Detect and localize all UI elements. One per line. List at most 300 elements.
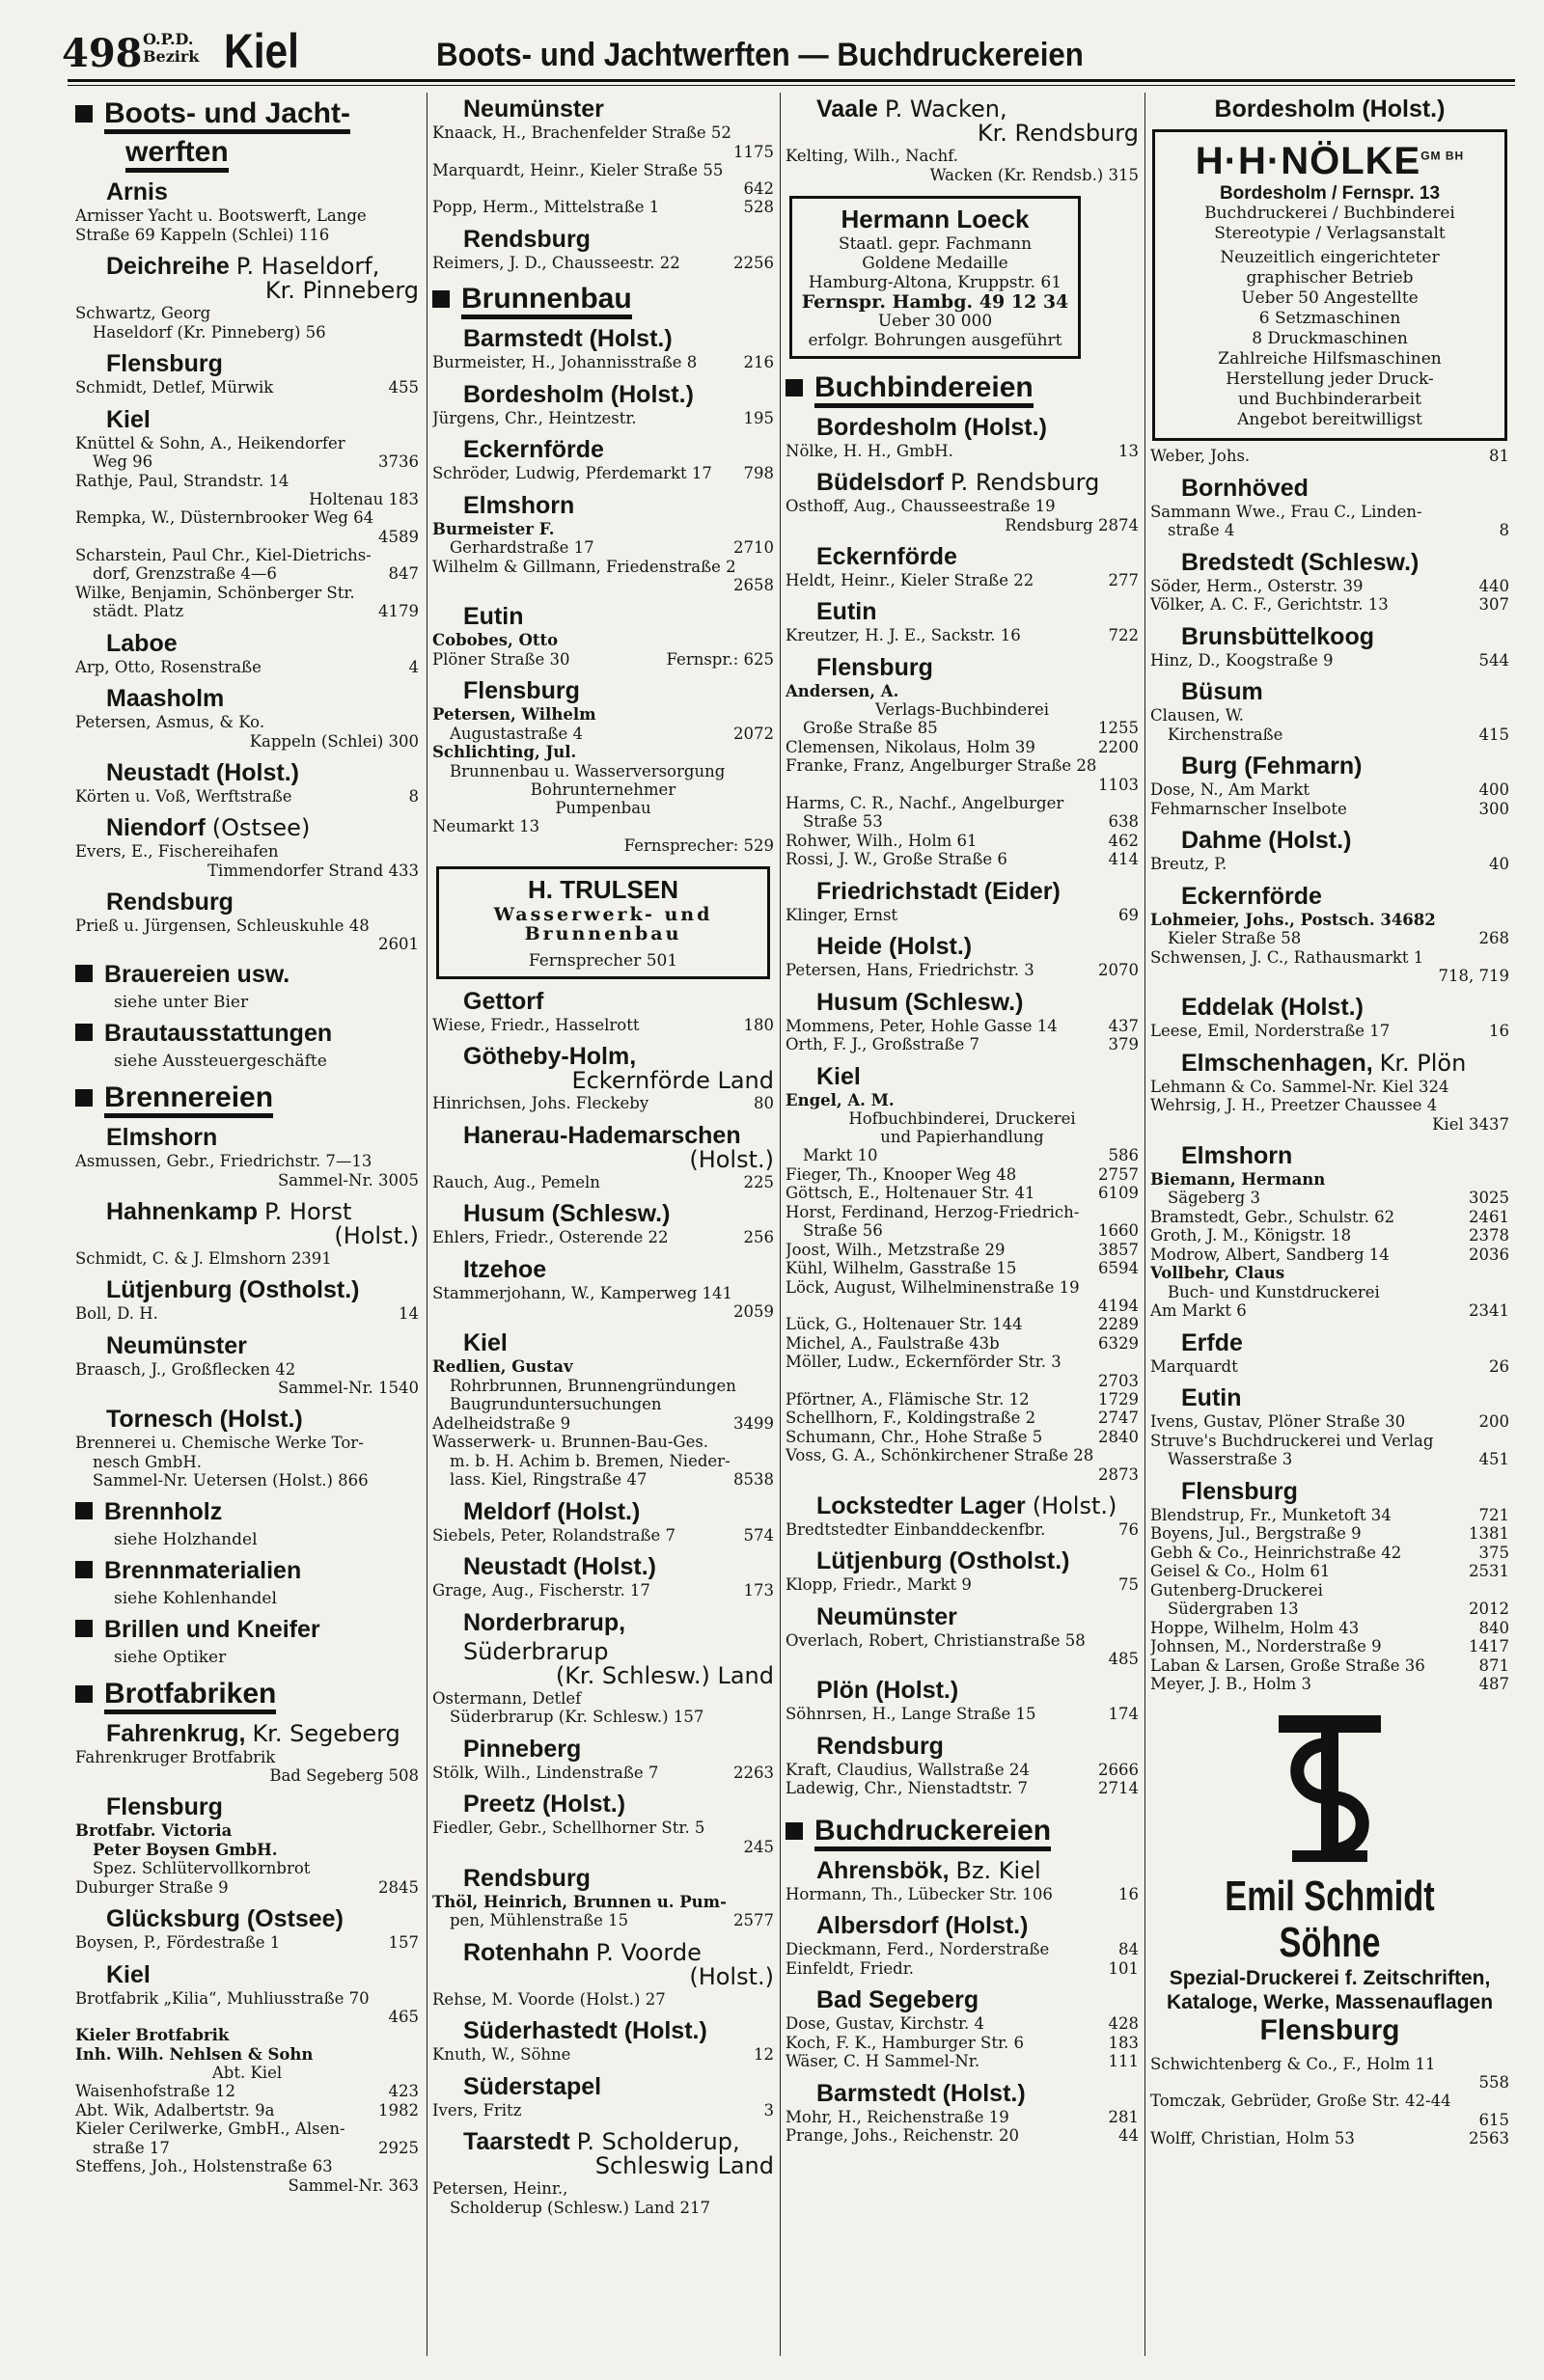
list-item: Breutz, P. 40 bbox=[1150, 855, 1509, 873]
ad-line: Herstellung jeder Druck- bbox=[1226, 369, 1434, 389]
list-item: Harms, C. R., Nachf., Angelburger bbox=[786, 793, 1064, 812]
section-bullet-icon bbox=[75, 1024, 93, 1041]
see-reference: siehe unter Bier bbox=[114, 993, 249, 1012]
section-heading: Brillen und Kneifer bbox=[75, 1616, 419, 1644]
city-region: Kr. Rendsburg bbox=[977, 120, 1139, 147]
city-heading: Erfde bbox=[1181, 1328, 1243, 1356]
list-item: Burmeister F. bbox=[432, 519, 555, 538]
list-item: Löck, August, Wilhelminenstraße 19 bbox=[786, 1277, 1080, 1297]
ad-line: Angebot bereitwilligst bbox=[1237, 410, 1422, 429]
list-item: Boyens, Jul., Bergstraße 9 1381 bbox=[1150, 1524, 1509, 1543]
city-region: Schleswig Land bbox=[594, 2152, 774, 2179]
list-item: Vollbehr, Claus bbox=[1150, 1264, 1285, 1282]
phone-number: 1175 bbox=[733, 142, 774, 161]
city-heading: Kiel bbox=[816, 1062, 861, 1090]
advertisement-nolke bbox=[1152, 129, 1507, 441]
city-heading: Bordesholm (Holst.) bbox=[463, 380, 694, 408]
list-item: Baugrunduntersuchungen bbox=[450, 1395, 662, 1413]
list-item: Hinz, D., Koogstraße 9 544 bbox=[1150, 650, 1509, 670]
list-item: Tomczak, Gebrüder, Große Str. 42-44 bbox=[1150, 2092, 1451, 2110]
list-item: Clemensen, Nikolaus, Holm 39 2200 bbox=[786, 737, 1139, 756]
page-title: Boots- und Jachtwerften — Buchdruckereien bbox=[436, 37, 1084, 73]
city-heading: Neustadt (Holst.) bbox=[106, 758, 299, 786]
city-heading: Barmstedt (Holst.) bbox=[816, 2079, 1026, 2107]
city-region: (Holst.) bbox=[689, 1962, 774, 1990]
list-item: Gerhardstraße 17 2710 bbox=[450, 538, 774, 557]
city-heading: Barmstedt (Holst.) bbox=[463, 325, 673, 352]
list-item: Siebels, Peter, Rolandstraße 7 574 bbox=[432, 1525, 774, 1545]
ad-line: graphischer Betrieb bbox=[1246, 268, 1414, 287]
header-rule bbox=[68, 79, 1515, 82]
list-item: Marquardt, Heinr., Kieler Straße 55 bbox=[432, 160, 724, 179]
list-item: Overlach, Robert, Christianstraße 58 bbox=[786, 1630, 1086, 1650]
section-bullet-icon bbox=[786, 1822, 803, 1840]
list-item: Biemann, Hermann bbox=[1150, 1169, 1326, 1189]
list-item: Schwensen, J. C., Rathausmarkt 1 bbox=[1150, 947, 1424, 967]
list-item: Plöner Straße 30 Fernspr.: 625 bbox=[432, 649, 774, 669]
list-item: Hofbuchbinderei, Druckerei bbox=[848, 1109, 1076, 1128]
list-item: Marquardt 26 bbox=[1150, 1356, 1509, 1376]
phone-number: Sammel-Nr. 1540 bbox=[277, 1379, 419, 1397]
ad-line: 8 Druckmaschinen bbox=[1252, 329, 1408, 348]
ad-line: Bordesholm / Fernspr. 13 bbox=[1219, 183, 1441, 204]
emil-schmidt-logo-icon bbox=[1257, 1706, 1402, 1870]
section-bullet-icon bbox=[75, 1502, 93, 1519]
list-item: Hinrichsen, Johs. Fleckeby 80 bbox=[432, 1094, 774, 1112]
list-item: Evers, E., Fischereihafen bbox=[75, 842, 279, 861]
list-item: Sammann Wwe., Frau C., Linden- bbox=[1150, 502, 1422, 521]
ad-city: Flensburg bbox=[1259, 2013, 1400, 2046]
list-item: Grage, Aug., Fischerstr. 17 173 bbox=[432, 1581, 774, 1600]
list-item: Schwichtenberg & Co., F., Holm 11 bbox=[1150, 2054, 1436, 2073]
phone-number: 615 bbox=[1478, 2110, 1509, 2129]
city-heading: Flensburg bbox=[463, 677, 580, 704]
city-heading: Neumünster bbox=[816, 1602, 957, 1630]
list-item: Rohwer, Wilh., Holm 61 462 bbox=[786, 831, 1139, 850]
list-item: Schmidt, C. & J. Elmshorn 2391 bbox=[75, 1248, 332, 1268]
list-item: Schwartz, Georg bbox=[75, 304, 211, 322]
city-heading: Friedrichstadt (Eider) bbox=[816, 877, 1061, 905]
city-heading: Lütjenburg (Ostholst.) bbox=[106, 1276, 360, 1303]
list-item: Markt 10 586 bbox=[803, 1146, 1139, 1164]
page-header bbox=[50, 23, 1509, 83]
phone-number: 2601 bbox=[378, 935, 419, 953]
list-item: Lück, G., Holtenauer Str. 144 2289 bbox=[786, 1315, 1139, 1333]
phone-number: 2658 bbox=[733, 576, 774, 594]
city-heading: Dahme (Holst.) bbox=[1181, 827, 1352, 854]
list-item: Stölk, Wilh., Lindenstraße 7 2263 bbox=[432, 1763, 774, 1782]
list-item: Arnisser Yacht u. Bootswerft, Lange bbox=[75, 206, 367, 225]
list-item: Bramstedt, Gebr., Schulstr. 62 2461 bbox=[1150, 1207, 1509, 1226]
city-heading: Götheby-Holm, bbox=[463, 1043, 637, 1070]
list-item: Prieß u. Jürgensen, Schleuskuhle 48 bbox=[75, 916, 370, 935]
list-item: Knaack, H., Brachenfelder Straße 52 bbox=[432, 123, 731, 142]
list-item: Voss, G. A., Schönkirchener Straße 28 bbox=[786, 1446, 1094, 1464]
ad-line: Spezial-Druckerei f. Zeitschriften, bbox=[1169, 1966, 1491, 1989]
section-bullet-icon bbox=[75, 1620, 93, 1637]
list-item: Michel, A., Faulstraße 43b 6329 bbox=[786, 1333, 1139, 1353]
list-item: Adelheidstraße 9 3499 bbox=[432, 1413, 774, 1433]
list-item: Wäser, C. H Sammel-Nr. 111 bbox=[786, 2052, 1139, 2070]
city-heading: Neustadt (Holst.) bbox=[463, 1553, 656, 1580]
list-item: Dieckmann, Ferd., Norderstraße 84 bbox=[786, 1940, 1139, 1958]
city-heading: Niendorf (Ostsee) bbox=[106, 814, 311, 841]
page-number: 498 bbox=[62, 31, 143, 76]
phone-number: 4589 bbox=[378, 527, 419, 546]
list-item: Wolff, Christian, Holm 53 2563 bbox=[1150, 2128, 1509, 2147]
list-item: Ivens, Gustav, Plöner Straße 30 200 bbox=[1150, 1412, 1509, 1431]
list-item: Körten u. Voß, Werftstraße 8 bbox=[75, 786, 419, 806]
section-heading: Brennholz bbox=[75, 1498, 419, 1526]
list-item: Kraft, Claudius, Wallstraße 24 2666 bbox=[786, 1760, 1139, 1779]
city-heading: Rendsburg bbox=[463, 225, 591, 253]
city-heading: Rotenhahn P. Voorde bbox=[463, 1938, 702, 1966]
city-heading: Bad Segeberg bbox=[816, 1986, 979, 2013]
list-item: m. b. H. Achim b. Bremen, Nieder- bbox=[450, 1451, 731, 1470]
list-item: Kieler Cerilwerke, GmbH., Alsen- bbox=[75, 2120, 345, 2138]
city-heading: Büdelsdorf P. Rendsburg bbox=[816, 469, 1100, 496]
city-heading: Flensburg bbox=[816, 653, 933, 681]
city-heading: Neumünster bbox=[463, 96, 604, 123]
city-heading: Bornhöved bbox=[1181, 474, 1309, 502]
list-item: Hoppe, Wilhelm, Holm 43 840 bbox=[1150, 1618, 1509, 1637]
list-item: Verlags-Buchbinderei bbox=[874, 700, 1050, 719]
city-heading: Brunsbüttelkoog bbox=[1181, 622, 1374, 650]
section-heading: Brennmaterialien bbox=[75, 1557, 419, 1585]
list-item: Rathje, Paul, Strandstr. 14 bbox=[75, 471, 290, 490]
section-heading: Brotfabriken bbox=[75, 1677, 419, 1711]
city-heading: Elmschenhagen, Kr. Plön bbox=[1181, 1049, 1467, 1077]
list-item: Orth, F. J., Großstraße 7 379 bbox=[786, 1035, 1139, 1053]
city-heading: Glücksburg (Ostsee) bbox=[106, 1905, 344, 1932]
phone-number: Wacken (Kr. Rendsb.) 315 bbox=[929, 165, 1139, 184]
list-item: Völker, A. C. F., Gerichtstr. 13 307 bbox=[1150, 595, 1509, 614]
advertisement-trulsen bbox=[436, 866, 770, 979]
phone-number: Fernsprecher: 529 bbox=[623, 835, 774, 855]
city-heading: Kiel bbox=[463, 1329, 508, 1356]
list-item: Wehrsig, J. H., Preetzer Chaussee 4 bbox=[1150, 1096, 1438, 1114]
section-bullet-icon bbox=[75, 965, 93, 982]
list-item: dorf, Grenzstraße 4—6 847 bbox=[93, 564, 419, 583]
list-item: Göttsch, E., Holtenauer Str. 41 6109 bbox=[786, 1184, 1139, 1202]
city-heading: Lockstedter Lager (Holst.) bbox=[816, 1491, 1117, 1519]
city-heading: Hahnenkamp P. Horst bbox=[106, 1197, 352, 1225]
city-heading: Elmshorn bbox=[1181, 1141, 1293, 1169]
list-item: Wilhelm & Gillmann, Friedenstraße 2 bbox=[432, 557, 736, 576]
list-item: Wasserwerk- u. Brunnen-Bau-Ges. bbox=[432, 1433, 709, 1451]
section-bullet-icon bbox=[432, 290, 450, 308]
list-item: Struve's Buchdruckerei und Verlag bbox=[1150, 1431, 1434, 1450]
city-heading: Neumünster bbox=[106, 1331, 247, 1359]
city-heading: Albersdorf (Holst.) bbox=[816, 1912, 1029, 1939]
list-item: Wilke, Benjamin, Schönberger Str. bbox=[75, 583, 355, 602]
city-heading: Tornesch (Holst.) bbox=[106, 1406, 303, 1433]
list-item: Heldt, Heinr., Kieler Straße 22 277 bbox=[786, 570, 1139, 589]
city-heading: Taarstedt P. Scholderup, bbox=[463, 2128, 740, 2155]
list-item: Modrow, Albert, Sandberg 14 2036 bbox=[1150, 1245, 1509, 1264]
list-item: Dose, Gustav, Kirchstr. 4 428 bbox=[786, 2014, 1139, 2033]
list-item: lass. Kiel, Ringstraße 47 8538 bbox=[450, 1470, 774, 1489]
city-heading: Kiel bbox=[106, 1960, 151, 1988]
city-heading: Rendsburg bbox=[463, 1864, 591, 1892]
list-item: Petersen, Wilhelm bbox=[432, 705, 596, 724]
list-item: Buch- und Kunstdruckerei bbox=[1168, 1282, 1380, 1301]
list-item: nesch GmbH. bbox=[93, 1452, 202, 1471]
list-item: Schumann, Chr., Hohe Straße 5 2840 bbox=[786, 1427, 1139, 1446]
list-item: Petersen, Heinr., bbox=[432, 2179, 568, 2198]
phone-number: Timmendorfer Strand 433 bbox=[207, 861, 419, 880]
list-item: pen, Mühlenstraße 15 2577 bbox=[450, 1911, 774, 1929]
city-heading: Lütjenburg (Ostholst.) bbox=[816, 1547, 1070, 1574]
list-item: Koch, F. K., Hamburger Str. 6 183 bbox=[786, 2033, 1139, 2052]
list-item: Brunnenbau u. Wasserversorgung bbox=[450, 761, 726, 780]
column-3 bbox=[786, 93, 1139, 2360]
city-heading: Rendsburg bbox=[106, 888, 234, 916]
ad-line: Ueber 30 000 bbox=[877, 311, 993, 331]
phone-number: 2703 bbox=[1098, 1371, 1139, 1390]
list-item: Straße 56 1660 bbox=[803, 1221, 1139, 1240]
list-item: Asmussen, Gebr., Friedrichstr. 7—13 bbox=[75, 1152, 372, 1170]
list-item: Ivers, Fritz 3 bbox=[432, 2100, 774, 2120]
section-heading: Boots- und Jacht- bbox=[75, 96, 419, 131]
city-heading: Preetz (Holst.) bbox=[463, 1791, 626, 1818]
list-item: Lohmeier, Johs., Postsch. 34682 bbox=[1150, 910, 1436, 929]
see-reference: siehe Optiker bbox=[114, 1647, 227, 1667]
phone-number: Kiel 3437 bbox=[1432, 1114, 1509, 1134]
ad-line: Hamburg-Altona, Kruppstr. 61 bbox=[808, 272, 1062, 292]
phone-number: 642 bbox=[743, 179, 774, 198]
list-item: Kieler Brotfabrik bbox=[75, 2026, 230, 2044]
list-item: Braasch, J., Großflecken 42 bbox=[75, 1359, 296, 1379]
city-heading: Rendsburg bbox=[816, 1732, 944, 1760]
phone-number: 465 bbox=[388, 2008, 419, 2026]
section-heading: Brennereien bbox=[75, 1081, 419, 1115]
list-item: Rauch, Aug., Pemeln 225 bbox=[432, 1172, 774, 1191]
list-item: Möller, Ludw., Eckernförder Str. 3 bbox=[786, 1353, 1062, 1371]
city-heading: Kiel bbox=[106, 405, 151, 433]
column-4 bbox=[1150, 93, 1509, 2360]
list-item: Popp, Herm., Mittelstraße 1 528 bbox=[432, 198, 774, 216]
phone-number: 1103 bbox=[1098, 775, 1139, 794]
list-item: Lehmann & Co. Sammel-Nr. Kiel 324 bbox=[1150, 1077, 1449, 1096]
list-item: Nölke, H. H., GmbH. 13 bbox=[786, 441, 1139, 460]
city-heading: Plön (Holst.) bbox=[816, 1677, 959, 1704]
list-item: Petersen, Asmus, & Ko. bbox=[75, 713, 265, 731]
list-item: Brennerei u. Chemische Werke Tor- bbox=[75, 1434, 364, 1452]
city-region: Eckernförde Land bbox=[571, 1067, 774, 1094]
list-item: Einfeldt, Friedr. 101 bbox=[786, 1958, 1139, 1978]
ad-title: Emil Schmidt Söhne bbox=[1225, 1872, 1435, 1966]
list-item: Schlichting, Jul. bbox=[432, 743, 577, 761]
list-item: Knüttel & Sohn, A., Heikendorfer bbox=[75, 433, 345, 452]
city-region: (Holst.) bbox=[334, 1221, 419, 1249]
list-item: Ladewig, Chr., Nienstadtstr. 7 2714 bbox=[786, 1779, 1139, 1797]
see-reference: siehe Holzhandel bbox=[114, 1529, 258, 1549]
list-item: Südergraben 13 2012 bbox=[1168, 1600, 1509, 1618]
list-item: Weber, Johs. 81 bbox=[1150, 447, 1509, 465]
list-item: Sägeberg 3 3025 bbox=[1168, 1189, 1509, 1207]
list-item: Fieger, Th., Knooper Weg 48 2757 bbox=[786, 1164, 1139, 1184]
list-item: Engel, A. M. bbox=[786, 1090, 895, 1109]
section-bullet-icon bbox=[75, 1089, 93, 1107]
city-heading: Ahrensbök, Bz. Kiel bbox=[816, 1856, 1041, 1884]
list-item: Bohrunternehmer bbox=[530, 780, 676, 799]
advertisement-emil-schmidt bbox=[1150, 1706, 1509, 2047]
list-item: Ehlers, Friedr., Osterende 22 256 bbox=[432, 1228, 774, 1246]
list-item: Kühl, Wilhelm, Gasstraße 15 6594 bbox=[786, 1259, 1139, 1277]
city-heading: Eckernförde bbox=[463, 436, 604, 463]
city-heading: Büsum bbox=[1181, 678, 1263, 705]
phone-number: Sammel-Nr. 3005 bbox=[277, 1170, 419, 1190]
city-heading: Norderbrarup, Süderbrarup bbox=[463, 1608, 626, 1665]
section-bullet-icon bbox=[786, 379, 803, 397]
column-1 bbox=[75, 93, 419, 2360]
list-item: Cobobes, Otto bbox=[432, 631, 559, 649]
list-item: Pumpenbau bbox=[555, 799, 651, 817]
city-heading: Elmshorn bbox=[106, 1124, 218, 1151]
list-item: Jürgens, Chr., Heintzestr. 195 bbox=[432, 408, 774, 427]
list-item: Burmeister, H., Johannisstraße 8 216 bbox=[432, 353, 774, 371]
list-item: Haseldorf (Kr. Pinneberg) 56 bbox=[93, 322, 326, 342]
phone-number: Kappeln (Schlei) 300 bbox=[249, 731, 419, 751]
list-item: Osthoff, Aug., Chausseestraße 19 bbox=[786, 497, 1056, 515]
ad-line: Ueber 50 Angestellte bbox=[1241, 288, 1419, 308]
list-item: Wiese, Friedr., Hasselrott 180 bbox=[432, 1015, 774, 1034]
ad-line: Buchdruckerei / Buchbinderei bbox=[1204, 204, 1455, 223]
list-item: Redlien, Gustav bbox=[432, 1357, 573, 1376]
district-city: Kiel bbox=[224, 24, 299, 78]
list-item: Gebh & Co., Heinrichstraße 42 375 bbox=[1150, 1543, 1509, 1562]
list-item: Kreutzer, H. J. E., Sackstr. 16 722 bbox=[786, 626, 1139, 644]
list-item: Augustastraße 4 2072 bbox=[450, 724, 774, 743]
ad-line: Goldene Medaille bbox=[862, 253, 1008, 273]
list-item: Joost, Wilh., Metzstraße 29 3857 bbox=[786, 1240, 1139, 1259]
list-item: Hormann, Th., Lübecker Str. 106 16 bbox=[786, 1884, 1139, 1903]
city-heading: Heide (Holst.) bbox=[816, 933, 973, 960]
column-divider bbox=[1144, 93, 1145, 2356]
city-heading: Eckernförde bbox=[816, 542, 957, 570]
list-item: Andersen, A. bbox=[786, 681, 899, 700]
list-item: Peter Boysen GmbH. bbox=[93, 1840, 278, 1859]
phone-number: 4194 bbox=[1098, 1297, 1139, 1315]
list-item: Mommens, Peter, Hohle Gasse 14 437 bbox=[786, 1016, 1139, 1035]
list-item: Wasserstraße 3 451 bbox=[1168, 1450, 1509, 1468]
phone-number: Sammel-Nr. 363 bbox=[288, 2175, 419, 2195]
city-heading: Arnis bbox=[106, 178, 168, 205]
list-item: Steffens, Joh., Holstenstraße 63 bbox=[75, 2157, 333, 2175]
list-item: Straße 53 638 bbox=[803, 812, 1139, 831]
city-heading: Eutin bbox=[463, 603, 524, 630]
city-heading: Flensburg bbox=[106, 350, 223, 377]
section-heading: Buchbindereien bbox=[786, 370, 1139, 405]
city-heading: Husum (Schlesw.) bbox=[463, 1200, 671, 1227]
list-item: Abt. Kiel bbox=[211, 2064, 283, 2082]
list-item: Groth, J. M., Königstr. 18 2378 bbox=[1150, 1226, 1509, 1245]
list-item: Johnsen, M., Norderstraße 9 1417 bbox=[1150, 1637, 1509, 1655]
phone-number: 2873 bbox=[1098, 1464, 1139, 1484]
list-item: Bredtstedter Einbanddeckenfbr. 76 bbox=[786, 1519, 1139, 1539]
list-item: Klinger, Ernst 69 bbox=[786, 905, 1139, 924]
bezirk-label: Bezirk bbox=[143, 47, 200, 66]
city-heading: Eutin bbox=[816, 598, 877, 625]
list-item: Knuth, W., Söhne 12 bbox=[432, 2045, 774, 2064]
city-heading: Pinneberg bbox=[463, 1735, 582, 1763]
list-item: Scholderup (Schlesw.) Land 217 bbox=[450, 2198, 710, 2217]
city-heading: Meldorf (Holst.) bbox=[463, 1497, 641, 1525]
city-region: (Kr. Schlesw.) Land bbox=[555, 1661, 774, 1689]
see-reference: siehe Aussteuergeschäfte bbox=[114, 1052, 327, 1071]
city-heading: Süderhastedt (Holst.) bbox=[463, 2017, 707, 2044]
phone-number: 485 bbox=[1108, 1650, 1139, 1668]
phone-number: Bad Segeberg 508 bbox=[269, 1766, 419, 1785]
list-item: Duburger Straße 9 2845 bbox=[75, 1877, 419, 1897]
list-item: Weg 96 3736 bbox=[93, 452, 419, 471]
list-item: Fiedler, Gebr., Schellhorner Str. 5 bbox=[432, 1819, 705, 1837]
list-item: Große Straße 85 1255 bbox=[803, 719, 1139, 737]
section-bullet-icon bbox=[75, 1561, 93, 1578]
city-heading: Burg (Fehmarn) bbox=[1181, 752, 1363, 780]
city-heading: Eutin bbox=[1181, 1384, 1242, 1411]
list-item: und Papierhandlung bbox=[880, 1128, 1044, 1146]
ad-line: Stereotypie / Verlagsanstalt bbox=[1214, 224, 1446, 243]
list-item: städt. Platz 4179 bbox=[93, 602, 419, 620]
list-item: Inh. Wilh. Nehlsen & Sohn bbox=[75, 2044, 314, 2064]
city-heading: Gettorf bbox=[463, 987, 544, 1015]
list-item: Sammel-Nr. Uetersen (Holst.) 866 bbox=[93, 1471, 369, 1490]
section-heading: Buchdruckereien bbox=[786, 1814, 1139, 1848]
ad-title: $H\cdot H\cdot NÖLKE^{GM BH}$ bbox=[1195, 140, 1465, 182]
ad-line: Brunnenbau bbox=[524, 922, 682, 944]
list-item: Clausen, W. bbox=[1150, 706, 1245, 725]
list-item: straße 4 8 bbox=[1168, 521, 1509, 539]
list-item: Meyer, J. B., Holm 3 487 bbox=[1150, 1675, 1509, 1693]
list-item: Schellhorn, F., Koldingstraße 2 2747 bbox=[786, 1409, 1139, 1427]
phone-number: Holtenau 183 bbox=[309, 490, 419, 508]
section-bullet-icon bbox=[75, 1685, 93, 1703]
list-item: Söder, Herm., Osterstr. 39 440 bbox=[1150, 576, 1509, 595]
list-item: Abt. Wik, Adalbertstr. 9a 1982 bbox=[75, 2100, 419, 2120]
list-item: Blendstrup, Fr., Munketoft 34 721 bbox=[1150, 1505, 1509, 1524]
city-heading: Eddelak (Holst.) bbox=[1181, 994, 1364, 1021]
city-heading: Bordesholm (Holst.) bbox=[816, 413, 1047, 441]
list-item: Am Markt 6 2341 bbox=[1150, 1301, 1509, 1320]
ad-line: Neuzeitlich eingerichteter bbox=[1220, 248, 1440, 267]
column-divider bbox=[780, 93, 781, 2356]
ad-line: Fernsprecher 501 bbox=[528, 950, 678, 971]
city-heading: Fahrenkrug, Kr. Segeberg bbox=[106, 1719, 400, 1747]
ad-line: Kataloge, Werke, Massenauflagen bbox=[1166, 1990, 1494, 2013]
city-heading: Laboe bbox=[106, 629, 178, 657]
district-label bbox=[143, 31, 199, 66]
column-2 bbox=[432, 93, 774, 2360]
phone-number: 558 bbox=[1478, 2073, 1509, 2092]
city-heading: Elmshorn bbox=[463, 491, 575, 519]
phone-number: Rendsburg 2874 bbox=[1005, 515, 1139, 534]
list-item: Rohrbrunnen, Brunnengründungen bbox=[450, 1376, 736, 1395]
city-heading: Itzehoe bbox=[463, 1255, 547, 1283]
list-item: Straße 69 Kappeln (Schlei) 116 bbox=[75, 225, 330, 244]
section-heading: Brauereien usw. bbox=[75, 961, 419, 989]
phone-number: 2059 bbox=[733, 1302, 774, 1321]
list-item: Söhnrsen, H., Lange Straße 15 174 bbox=[786, 1705, 1139, 1723]
list-item: Petersen, Hans, Friedrichstr. 3 2070 bbox=[786, 961, 1139, 979]
city-heading: Deichreihe P. Haseldorf, bbox=[106, 253, 380, 280]
list-item: Waisenhofstraße 12 423 bbox=[75, 2082, 419, 2100]
city-heading: Vaale P. Wacken, bbox=[816, 96, 1007, 123]
list-item: Neumarkt 13 bbox=[432, 817, 540, 835]
header-rule-thin bbox=[68, 85, 1515, 86]
list-item: Thöl, Heinrich, Brunnen u. Pum- bbox=[432, 1892, 727, 1911]
